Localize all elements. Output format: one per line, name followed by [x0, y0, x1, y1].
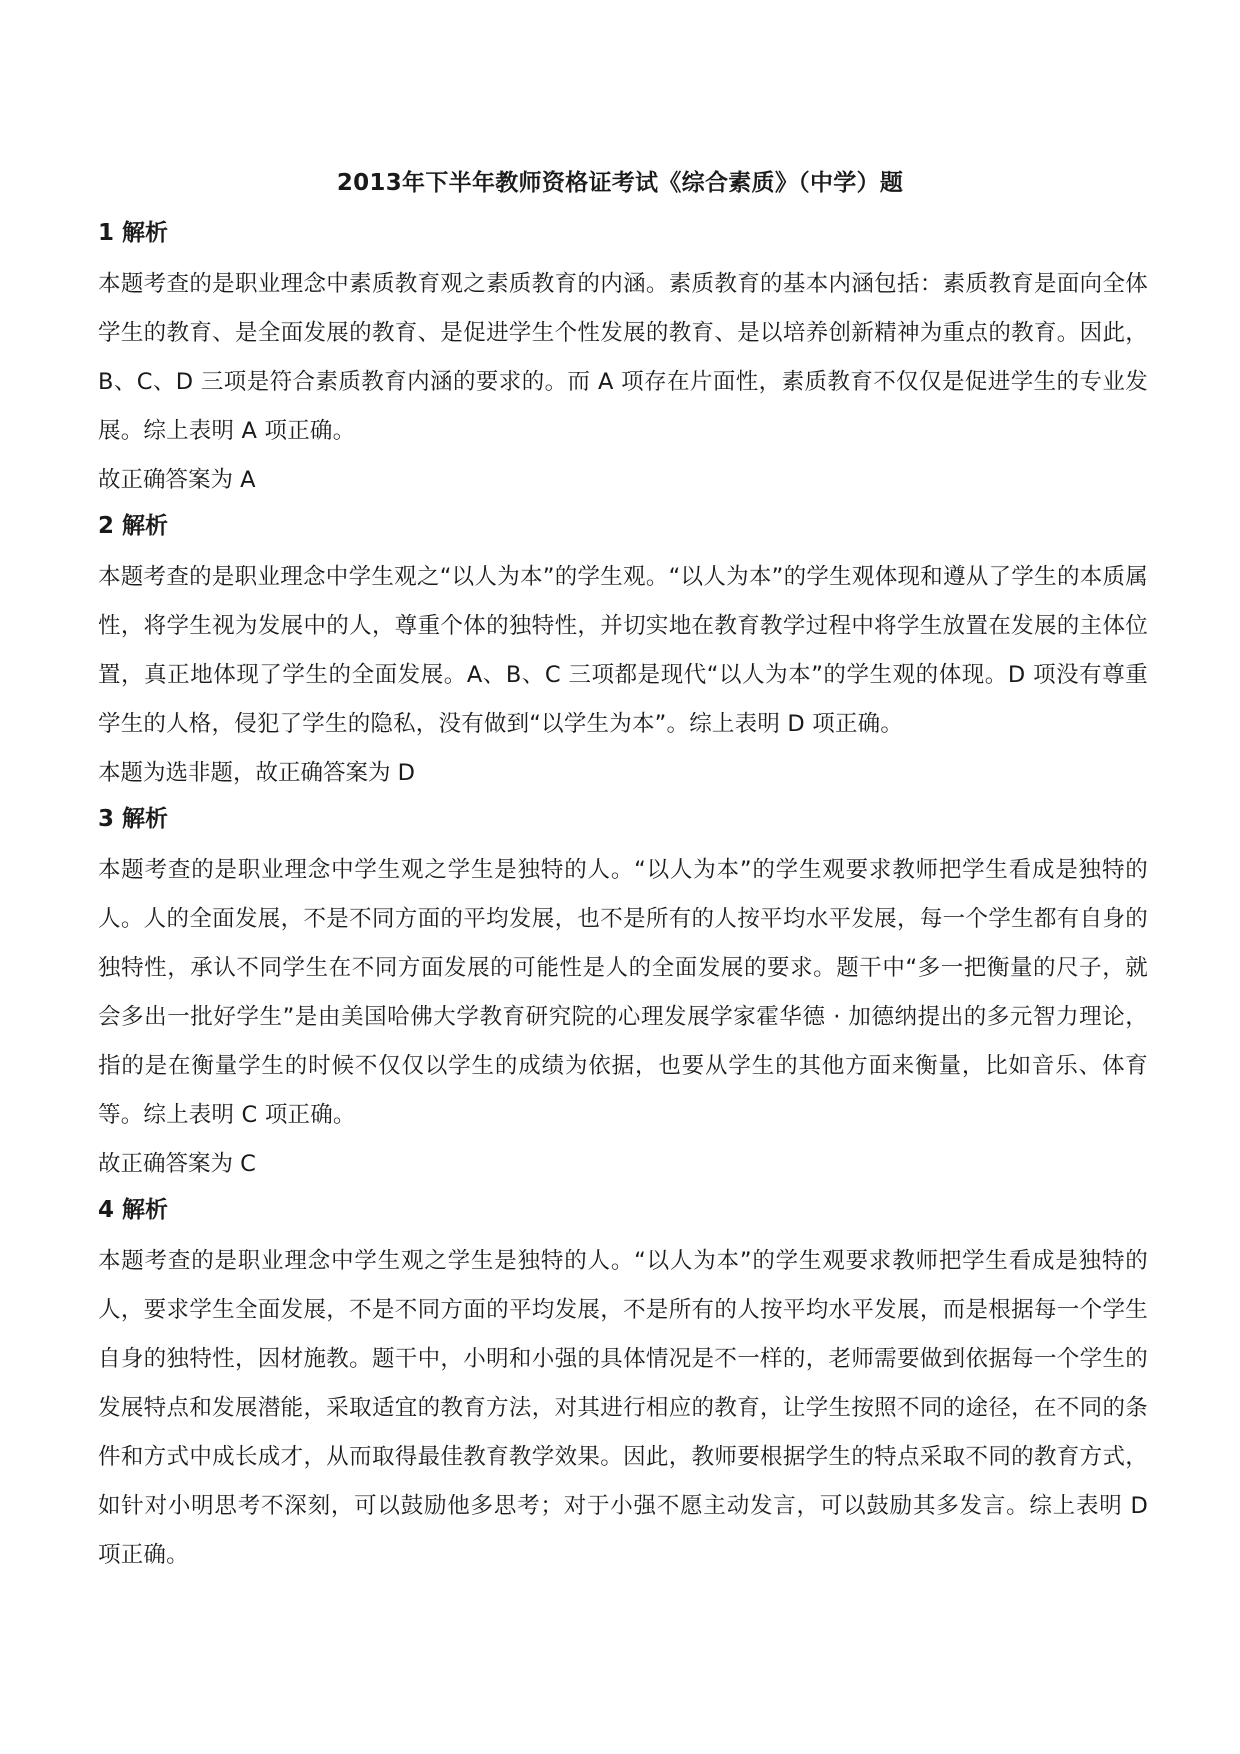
section-body: 本题考查的是职业理念中学生观之学生是独特的人。“以人为本”的学生观要求教师把学生看成是独特的人，要求学生全面发展，不是不同方面的平均发展，不是所有的人按平均水平发展，而是根据每一个学生自身的独特性，因材施教。题干中，小明和小强的具体情况是不一样的，老师需要做到依据每一个学生的发展特点和发展潜能，采取适宜的教育方法，对其进行相应的教育，让学生按照不同的途径，在不同的条件和方式中成长成才，从而取得最佳教育教学效果。因此，教师要根据学生的特点采取不同的教育方式，如针对小明思考不深刻，可以鼓励他多思考；对于小强不愿主动发言，可以鼓励其多发言。综上表明 D 项正确。	[98, 1248, 1148, 1568]
analysis-section-3	[98, 802, 1148, 1189]
analysis-section-4	[98, 1193, 1148, 1580]
answer-line: 故正确答案为 A	[98, 467, 256, 493]
answer-line: 本题为选非题，故正确答案为 D	[98, 760, 415, 786]
section-heading: 4 解析	[98, 1197, 169, 1223]
section-heading: 3 解析	[98, 806, 169, 832]
document-title: 2013年下半年教师资格证考试《综合素质》（中学）题	[336, 170, 904, 196]
document-content	[98, 212, 1148, 1580]
section-body: 本题考查的是职业理念中素质教育观之素质教育的内涵。素质教育的基本内涵包括：素质教育是面向全体学生的教育、是全面发展的教育、是促进学生个性发展的教育、是以培养创新精神为重点的教育。因此，B、C、D 三项是符合素质教育内涵的要求的。而 A 项存在片面性，素质教育不仅仅是促进学生的专业发展。综上表明 A 项正确。	[98, 271, 1148, 444]
section-heading: 1 解析	[98, 220, 169, 246]
analysis-section-1	[98, 216, 1148, 505]
answer-line: 故正确答案为 C	[98, 1151, 256, 1177]
section-body: 本题考查的是职业理念中学生观之学生是独特的人。“以人为本”的学生观要求教师把学生看成是独特的人。人的全面发展，不是不同方面的平均发展，也不是所有的人按平均水平发展，每一个学生都有自身的独特性，承认不同学生在不同方面发展的可能性是人的全面发展的要求。题干中“多一把衡量的尺子，就会多出一批好学生”是由美国哈佛大学教育研究院的心理发展学家霍华德 · 加德纳提出的多元智力理论，指的是在衡量学生的时候不仅仅以学生的成绩为依据，也要从学生的其他方面来衡量，比如音乐、体育等。综上表明 C 项正确。	[98, 857, 1148, 1128]
analysis-section-2	[98, 509, 1148, 798]
section-body: 本题考查的是职业理念中学生观之“以人为本”的学生观。“以人为本”的学生观体现和遵从了学生的本质属性，将学生视为发展中的人，尊重个体的独特性，并切实地在教育教学过程中将学生放置在发展的主体位置，真正地体现了学生的全面发展。A、B、C 三项都是现代“以人为本”的学生观的体现。D 项没有尊重学生的人格，侵犯了学生的隐私，没有做到“以学生为本”。综上表明 D 项正确。	[98, 564, 1148, 737]
section-heading: 2 解析	[98, 513, 169, 539]
